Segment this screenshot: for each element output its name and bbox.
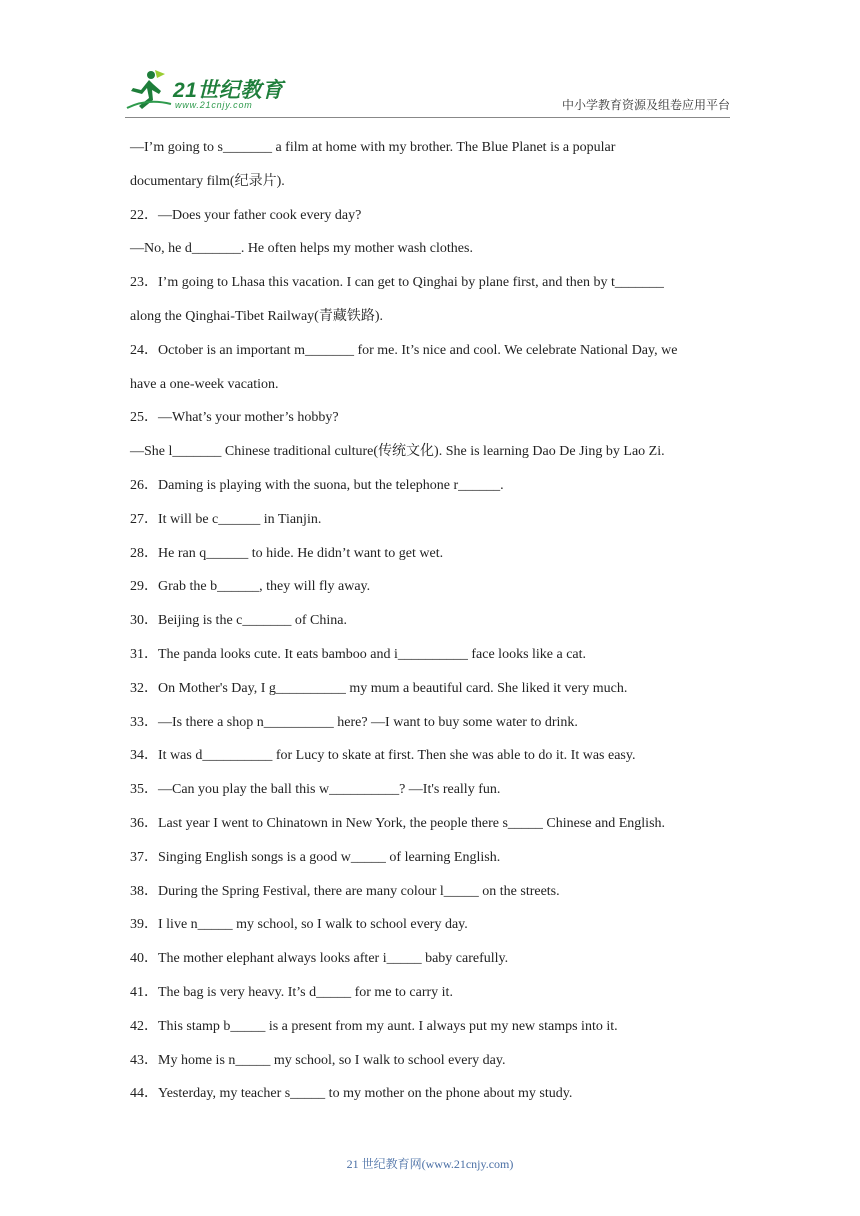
exercise-line: 43．My home is n_____ my school, so I walk to school every day. [130, 1052, 506, 1068]
exercise-line: 42．This stamp b_____ is a present from my aunt. I always put my new stamps into it. [130, 1018, 618, 1034]
exercise-line: 22．—Does your father cook every day? [130, 207, 362, 223]
exercise-line: 25．—What’s your mother’s hobby? [130, 410, 339, 426]
exercise-line: 30．Beijing is the c_______ of China. [130, 613, 347, 629]
exercise-line: 26．Daming is playing with the suona, but the telephone r______. [130, 477, 504, 493]
exercise-line: 44．Yesterday, my teacher s_____ to my mother on the phone about my study. [130, 1086, 573, 1102]
exercise-line: 33．—Is there a shop n__________ here? —I want to buy some water to drink. [130, 714, 578, 730]
platform-slogan: 中小学教育资源及组卷应用平台 [561, 98, 730, 112]
page-header [0, 0, 860, 125]
exercise-line: 29．Grab the b______, they will fly away. [130, 579, 371, 595]
logo-wordmark: 21世纪教育 [173, 79, 284, 102]
exercise-line: 39．I live n_____ my school, so I walk to school every day. [130, 917, 468, 933]
exercise-line: 28．He ran q______ to hide. He didn’t want to get wet. [130, 545, 444, 561]
exercise-line: 35．—Can you play the ball this w__________? —It's really fun. [130, 782, 501, 798]
exercise-line: 27．It will be c______ in Tianjin. [130, 511, 322, 527]
exercise-list [130, 135, 740, 1115]
exercise-line: 38．During the Spring Festival, there are many colour l_____ on the streets. [130, 883, 560, 899]
site-logo[interactable] [125, 68, 295, 118]
exercise-line: 41．The bag is very heavy. It’s d_____ for me to carry it. [130, 984, 453, 1000]
exercise-line: documentary film(纪录片). [130, 173, 285, 189]
exercise-line: 24．October is an important m_______ for me. It’s nice and cool. We celebrate National Day, we [130, 342, 678, 358]
exercise-line: along the Qinghai-Tibet Railway(青藏铁路). [130, 308, 384, 324]
exercise-line: 37．Singing English songs is a good w_____ of learning English. [130, 849, 501, 865]
page-footer: 21 世纪教育网(www.21cnjy.com) [346, 1157, 514, 1171]
runner-icon [125, 68, 173, 112]
exercise-line: 31．The panda looks cute. It eats bamboo and i__________ face looks like a cat. [130, 646, 587, 662]
exercise-line: 23．I’m going to Lhasa this vacation. I can get to Qinghai by plane first, and then by t_______ [130, 275, 664, 291]
exercise-line: 40．The mother elephant always looks after i_____ baby carefully. [130, 951, 509, 967]
exercise-line: 34．It was d__________ for Lucy to skate at first. Then she was able to do it. It was easy. [130, 748, 636, 764]
logo-url: www.21cnjy.com [175, 100, 253, 110]
exercise-line: have a one-week vacation. [130, 376, 279, 392]
exercise-line: 36．Last year I went to Chinatown in New York, the people there s_____ Chinese and English. [130, 815, 666, 831]
exercise-line: —She l_______ Chinese traditional culture(传统文化). She is learning Dao De Jing by Lao Zi. [130, 444, 665, 460]
exercise-line: —I’m going to s_______ a film at home with my brother. The Blue Planet is a popular [130, 140, 616, 155]
exercise-line: —No, he d_______. He often helps my mother wash clothes. [130, 241, 473, 257]
header-divider [125, 117, 730, 118]
exercise-line: 32．On Mother's Day, I g__________ my mum a beautiful card. She liked it very much. [130, 680, 628, 696]
